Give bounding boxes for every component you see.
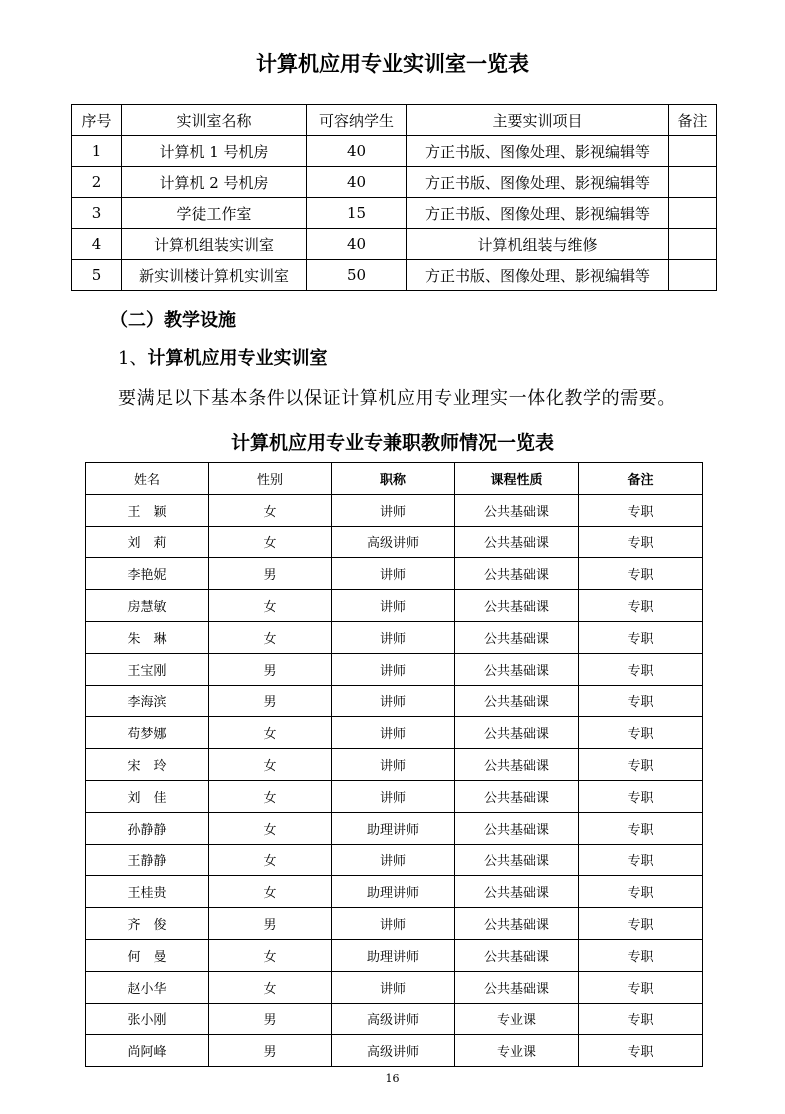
table-cell: 讲师	[332, 653, 455, 685]
table-cell: 40	[307, 167, 407, 198]
table-cell: 新实训楼计算机实训室	[122, 260, 307, 291]
table-row	[72, 167, 717, 198]
table-cell: 女	[209, 939, 332, 971]
table-cell: 公共基础课	[455, 685, 579, 717]
table-cell: 专职	[579, 812, 703, 844]
column-header: 备注	[669, 105, 717, 136]
table-cell	[669, 198, 717, 229]
table-row	[86, 526, 703, 558]
table-row	[86, 621, 703, 653]
table-cell: 方正书版、图像处理、影视编辑等	[407, 260, 669, 291]
table-cell: 宋 玲	[86, 749, 209, 781]
header-row	[86, 463, 703, 495]
table-cell: 助理讲师	[332, 812, 455, 844]
table-cell: 50	[307, 260, 407, 291]
table-cell: 男	[209, 653, 332, 685]
table-row	[72, 198, 717, 229]
table-cell: 公共基础课	[455, 717, 579, 749]
table-cell: 计算机 2 号机房	[122, 167, 307, 198]
table-row	[86, 812, 703, 844]
table-cell: 专职	[579, 621, 703, 653]
table-cell: 40	[307, 136, 407, 167]
column-header: 实训室名称	[122, 105, 307, 136]
table-cell	[669, 260, 717, 291]
table-cell: 齐 俊	[86, 908, 209, 940]
teacher-table	[85, 462, 703, 1067]
table-cell: 计算机组装实训室	[122, 229, 307, 260]
table-cell	[669, 136, 717, 167]
table-row	[86, 717, 703, 749]
table-row	[86, 685, 703, 717]
table-cell: 男	[209, 908, 332, 940]
table-cell: 孙静静	[86, 812, 209, 844]
table-cell: 讲师	[332, 749, 455, 781]
table-cell: 公共基础课	[455, 939, 579, 971]
table-cell: 专职	[579, 558, 703, 590]
table-cell: 女	[209, 812, 332, 844]
table-cell: 女	[209, 844, 332, 876]
table-cell: 赵小华	[86, 971, 209, 1003]
table-cell: 讲师	[332, 780, 455, 812]
table-cell: 女	[209, 494, 332, 526]
table-cell: 专职	[579, 590, 703, 622]
table-cell: 讲师	[332, 590, 455, 622]
table-cell: 计算机 1 号机房	[122, 136, 307, 167]
table-cell: 专职	[579, 653, 703, 685]
table-cell: 刘 莉	[86, 526, 209, 558]
table-cell: 讲师	[332, 844, 455, 876]
table-cell: 专职	[579, 1035, 703, 1067]
table-cell: 专职	[579, 780, 703, 812]
table-cell: 男	[209, 558, 332, 590]
table-cell: 公共基础课	[455, 590, 579, 622]
table-cell: 专职	[579, 749, 703, 781]
table-cell: 房慧敏	[86, 590, 209, 622]
table-cell: 高级讲师	[332, 526, 455, 558]
table-cell: 专职	[579, 971, 703, 1003]
table-cell: 助理讲师	[332, 876, 455, 908]
table-cell: 专职	[579, 939, 703, 971]
table-cell: 王 颖	[86, 494, 209, 526]
table-cell: 助理讲师	[332, 939, 455, 971]
column-header: 课程性质	[455, 463, 579, 495]
table-cell: 公共基础课	[455, 621, 579, 653]
table-cell: 讲师	[332, 717, 455, 749]
table-cell: 专职	[579, 844, 703, 876]
table-row	[72, 260, 717, 291]
table-cell: 3	[72, 198, 122, 229]
table-cell: 方正书版、图像处理、影视编辑等	[407, 167, 669, 198]
table-cell: 女	[209, 590, 332, 622]
section-heading: （二）教学设施	[110, 310, 236, 331]
table-row	[86, 494, 703, 526]
table-cell: 专职	[579, 1003, 703, 1035]
subsection-title: 计算机应用专业实训室	[147, 348, 328, 369]
table-row	[86, 653, 703, 685]
table-cell: 尚阿峰	[86, 1035, 209, 1067]
table-row	[86, 844, 703, 876]
table-row	[86, 939, 703, 971]
body-paragraph: 要满足以下基本条件以保证计算机应用专业理实一体化教学的需要。	[118, 388, 676, 409]
table-cell: 男	[209, 1035, 332, 1067]
table-cell	[669, 167, 717, 198]
table-cell: 公共基础课	[455, 494, 579, 526]
teacher-table-title: 计算机应用专业专兼职教师情况一览表	[230, 432, 554, 454]
table-cell: 学徒工作室	[122, 198, 307, 229]
subsection-heading	[118, 344, 327, 370]
table-cell: 公共基础课	[455, 812, 579, 844]
table-cell: 专业课	[455, 1003, 579, 1035]
table-row	[86, 590, 703, 622]
table-cell: 李艳妮	[86, 558, 209, 590]
table-cell: 专职	[579, 717, 703, 749]
table-cell: 专业课	[455, 1035, 579, 1067]
column-header: 可容纳学生	[307, 105, 407, 136]
table-cell: 计算机组装与维修	[407, 229, 669, 260]
table-row	[72, 136, 717, 167]
table-cell: 公共基础课	[455, 653, 579, 685]
table-row	[86, 1003, 703, 1035]
subsection-number: 1、	[118, 348, 148, 369]
table-cell: 王宝刚	[86, 653, 209, 685]
table-cell: 高级讲师	[332, 1003, 455, 1035]
table-cell: 4	[72, 229, 122, 260]
table-cell: 李海滨	[86, 685, 209, 717]
table-cell: 公共基础课	[455, 749, 579, 781]
table-cell: 女	[209, 621, 332, 653]
table-cell: 公共基础课	[455, 558, 579, 590]
table-row	[86, 1035, 703, 1067]
table-cell: 朱 琳	[86, 621, 209, 653]
lab-table-title: 计算机应用专业实训室一览表	[256, 52, 529, 76]
table-cell: 刘 佳	[86, 780, 209, 812]
table-cell: 讲师	[332, 621, 455, 653]
column-header: 序号	[72, 105, 122, 136]
table-cell: 讲师	[332, 685, 455, 717]
table-cell: 苟梦娜	[86, 717, 209, 749]
table-cell: 专职	[579, 876, 703, 908]
column-header: 职称	[332, 463, 455, 495]
table-cell: 公共基础课	[455, 876, 579, 908]
table-row	[86, 971, 703, 1003]
table-row	[72, 229, 717, 260]
table-row	[86, 558, 703, 590]
table-cell: 公共基础课	[455, 780, 579, 812]
column-header: 备注	[579, 463, 703, 495]
table-row	[86, 908, 703, 940]
table-cell: 高级讲师	[332, 1035, 455, 1067]
table-cell: 公共基础课	[455, 526, 579, 558]
table-cell: 专职	[579, 526, 703, 558]
table-cell: 公共基础课	[455, 844, 579, 876]
table-cell: 张小刚	[86, 1003, 209, 1035]
table-cell: 女	[209, 876, 332, 908]
table-cell: 讲师	[332, 908, 455, 940]
table-cell: 专职	[579, 908, 703, 940]
table-cell: 讲师	[332, 558, 455, 590]
table-cell: 女	[209, 971, 332, 1003]
column-header: 主要实训项目	[407, 105, 669, 136]
table-cell: 1	[72, 136, 122, 167]
table-cell: 公共基础课	[455, 908, 579, 940]
table-cell: 40	[307, 229, 407, 260]
table-cell: 讲师	[332, 494, 455, 526]
table-cell: 女	[209, 717, 332, 749]
table-cell: 专职	[579, 494, 703, 526]
table-cell: 男	[209, 1003, 332, 1035]
table-cell: 女	[209, 749, 332, 781]
table-cell: 2	[72, 167, 122, 198]
table-cell: 讲师	[332, 971, 455, 1003]
table-cell: 15	[307, 198, 407, 229]
table-row	[86, 780, 703, 812]
table-cell: 公共基础课	[455, 971, 579, 1003]
page-number: 16	[385, 1072, 400, 1085]
table-cell: 女	[209, 780, 332, 812]
table-row	[86, 876, 703, 908]
table-row	[86, 749, 703, 781]
table-cell: 何 曼	[86, 939, 209, 971]
table-cell: 5	[72, 260, 122, 291]
table-cell: 方正书版、图像处理、影视编辑等	[407, 136, 669, 167]
table-cell: 王桂贵	[86, 876, 209, 908]
table-cell	[669, 229, 717, 260]
header-row	[72, 105, 717, 136]
column-header: 性别	[209, 463, 332, 495]
table-cell: 男	[209, 685, 332, 717]
lab-table	[71, 104, 717, 291]
table-cell: 方正书版、图像处理、影视编辑等	[407, 198, 669, 229]
table-cell: 王静静	[86, 844, 209, 876]
column-header: 姓名	[86, 463, 209, 495]
table-cell: 专职	[579, 685, 703, 717]
table-cell: 女	[209, 526, 332, 558]
